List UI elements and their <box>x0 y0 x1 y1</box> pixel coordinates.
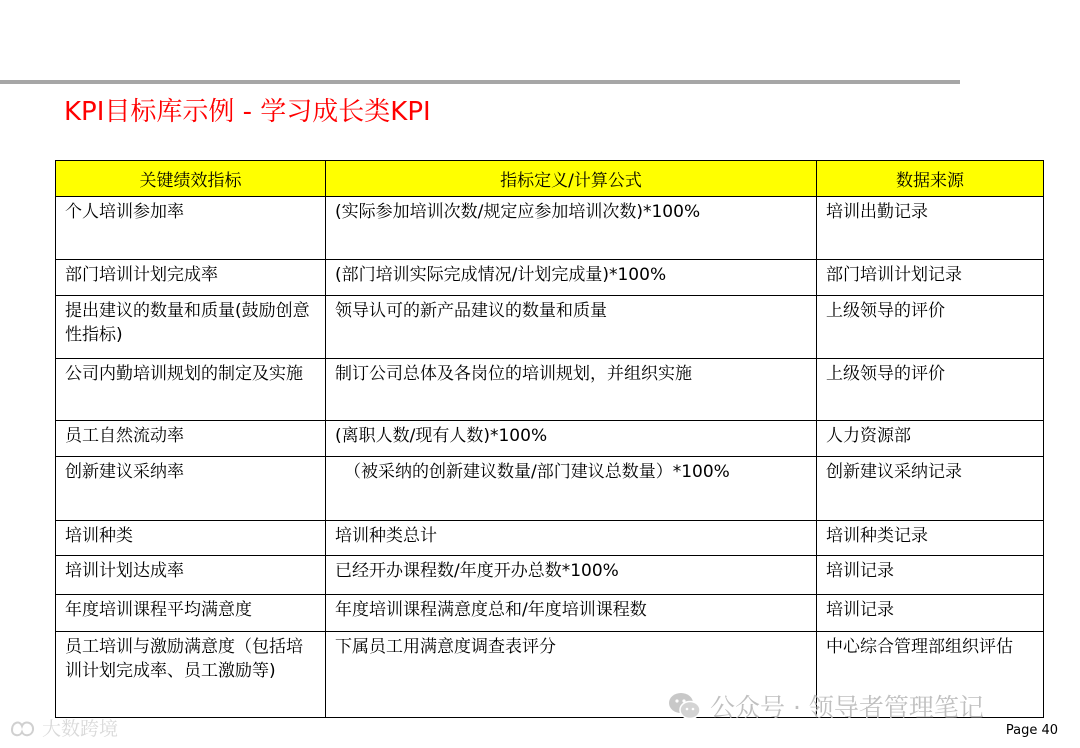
cell-kpi: 培训种类 <box>56 521 326 556</box>
table-row <box>56 457 1044 521</box>
cell-kpi: 员工自然流动率 <box>56 421 326 457</box>
kpi-table <box>55 160 1044 718</box>
cell-kpi: 提出建议的数量和质量(鼓励创意性指标) <box>56 296 326 359</box>
cell-kpi: 个人培训参加率 <box>56 197 326 260</box>
cell-kpi: 部门培训计划完成率 <box>56 260 326 296</box>
header-source: 数据来源 <box>817 161 1044 197</box>
header-formula: 指标定义/计算公式 <box>326 161 817 197</box>
cell-kpi: 公司内勤培训规划的制定及实施 <box>56 359 326 421</box>
cell-source: 中心综合管理部组织评估 <box>817 632 1044 718</box>
cell-source: 上级领导的评价 <box>817 359 1044 421</box>
cell-source: 培训种类记录 <box>817 521 1044 556</box>
cell-formula: 制订公司总体及各岗位的培训规划，并组织实施 <box>326 359 817 421</box>
table-row <box>56 521 1044 556</box>
table-row <box>56 296 1044 359</box>
cell-source: 培训记录 <box>817 556 1044 595</box>
cell-formula: 下属员工用满意度调查表评分 <box>326 632 817 718</box>
cell-kpi: 员工培训与激励满意度（包括培训计划完成率、员工激励等) <box>56 632 326 718</box>
cell-formula: (离职人数/现有人数)*100% <box>326 421 817 457</box>
cell-source: 创新建议采纳记录 <box>817 457 1044 521</box>
cell-formula: （被采纳的创新建议数量/部门建议总数量）*100% <box>326 457 817 521</box>
cell-formula: 培训种类总计 <box>326 521 817 556</box>
table-row <box>56 260 1044 296</box>
brand-watermark-text: 大数跨境 <box>42 718 119 740</box>
wechat-icon <box>668 691 702 721</box>
cell-formula: 领导认可的新产品建议的数量和质量 <box>326 296 817 359</box>
table-row <box>56 595 1044 632</box>
cell-formula: 年度培训课程满意度总和/年度培训课程数 <box>326 595 817 632</box>
cell-source: 人力资源部 <box>817 421 1044 457</box>
page-title: KPI目标库示例 - 学习成长类KPI <box>64 97 431 127</box>
table-header-row <box>56 161 1044 197</box>
cell-formula: (实际参加培训次数/规定应参加培训次数)*100% <box>326 197 817 260</box>
cell-source: 培训出勤记录 <box>817 197 1044 260</box>
cell-formula: 已经开办课程数/年度开办总数*100% <box>326 556 817 595</box>
cell-kpi: 创新建议采纳率 <box>56 457 326 521</box>
table-row <box>56 421 1044 457</box>
cell-source: 部门培训计划记录 <box>817 260 1044 296</box>
wechat-watermark-text: 公众号 · 领导者管理笔记 <box>710 693 984 722</box>
cell-source: 培训记录 <box>817 595 1044 632</box>
cell-formula: (部门培训实际完成情况/计划完成量)*100% <box>326 260 817 296</box>
cell-kpi: 年度培训课程平均满意度 <box>56 595 326 632</box>
table-row <box>56 197 1044 260</box>
table-row <box>56 556 1044 595</box>
brand-logo-icon <box>8 716 38 740</box>
table-row <box>56 359 1044 421</box>
header-kpi: 关键绩效指标 <box>56 161 326 197</box>
page-number: Page 40 <box>1005 723 1058 738</box>
top-divider <box>0 80 960 84</box>
cell-source: 上级领导的评价 <box>817 296 1044 359</box>
wechat-watermark <box>668 688 984 724</box>
cell-kpi: 培训计划达成率 <box>56 556 326 595</box>
brand-watermark <box>8 714 118 741</box>
